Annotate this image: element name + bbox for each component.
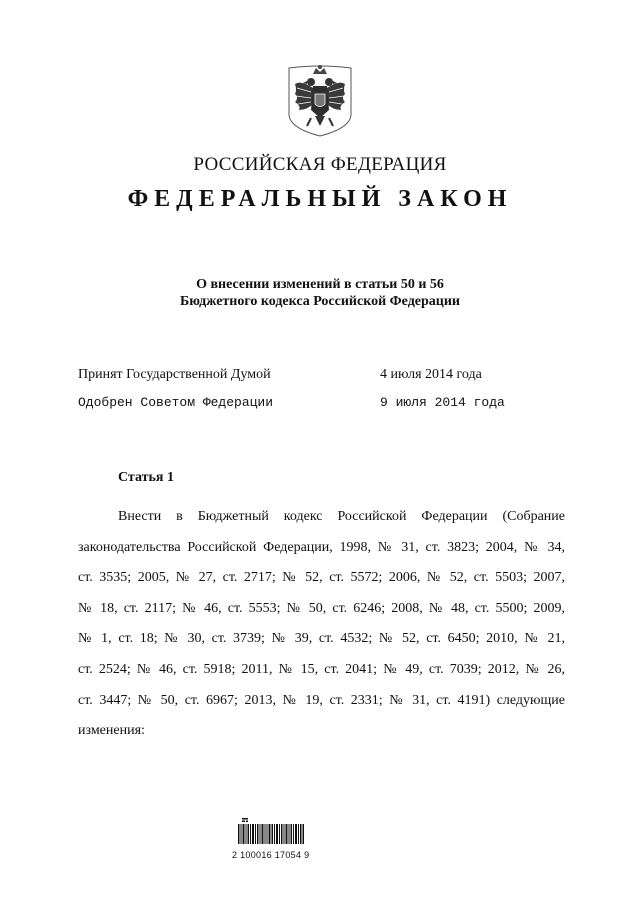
document-type: ФЕДЕРАЛЬНЫЙ ЗАКОН [127,186,513,212]
law-title-line-1: О внесении изменений в статьи 50 и 56 [196,277,444,292]
barcode-number: 2 100016 17054 9 [232,850,310,860]
article-body-line: № 1, ст. 18; № 30, ст. 3739; № 39, ст. 4532; № 52, ст. 6450; 2010, № 21, [78,631,565,647]
article-body [78,502,565,747]
article-body-line: № 18, ст. 2117; № 46, ст. 5553; № 50, ст. 6246; 2008, № 48, ст. 5500; 2009, [78,600,565,616]
article-body-line: Внести в Бюджетный кодекс Российской Федерации (Собрание [118,509,565,524]
article-heading: Статья 1 [118,470,174,485]
country-name: РОССИЙСКАЯ ФЕДЕРАЦИЯ [193,154,447,175]
coat-of-arms-emblem [283,60,357,140]
law-title-line-2: Бюджетного кодекса Российской Федерации [179,294,460,309]
article-body-line: ст. 3447; № 50, ст. 6967; 2013, № 19, ст. 2331; № 31, ст. 4191) следующие [78,692,565,708]
article-body-line: ст. 2524; № 46, ст. 5918; 2011, № 15, ст. 2041; № 49, ст. 7039; 2012, № 26, [78,661,565,677]
adoption-row-duma [78,367,518,383]
adoption-date: 9 июля 2014 года [380,395,505,410]
double-headed-eagle-icon [283,60,357,140]
article-body-line: законодательства Российской Федерации, 1998, № 31, ст. 3823; 2004, № 34, [78,539,565,555]
article-body-line: изменения: [78,723,145,739]
barcode [232,818,312,860]
adoption-label: Принят Государственной Думой [78,367,271,382]
article-body-line: ст. 3535; 2005, № 27, ст. 2717; № 52, ст. 5572; 2006, № 52, ст. 5503; 2007, [78,570,565,586]
adoption-date: 4 июля 2014 года [380,367,482,382]
barcode-bars-icon [238,818,304,844]
law-title [0,276,640,310]
adoption-row-council [78,395,518,410]
adoption-label: Одобрен Советом Федерации [78,395,274,410]
